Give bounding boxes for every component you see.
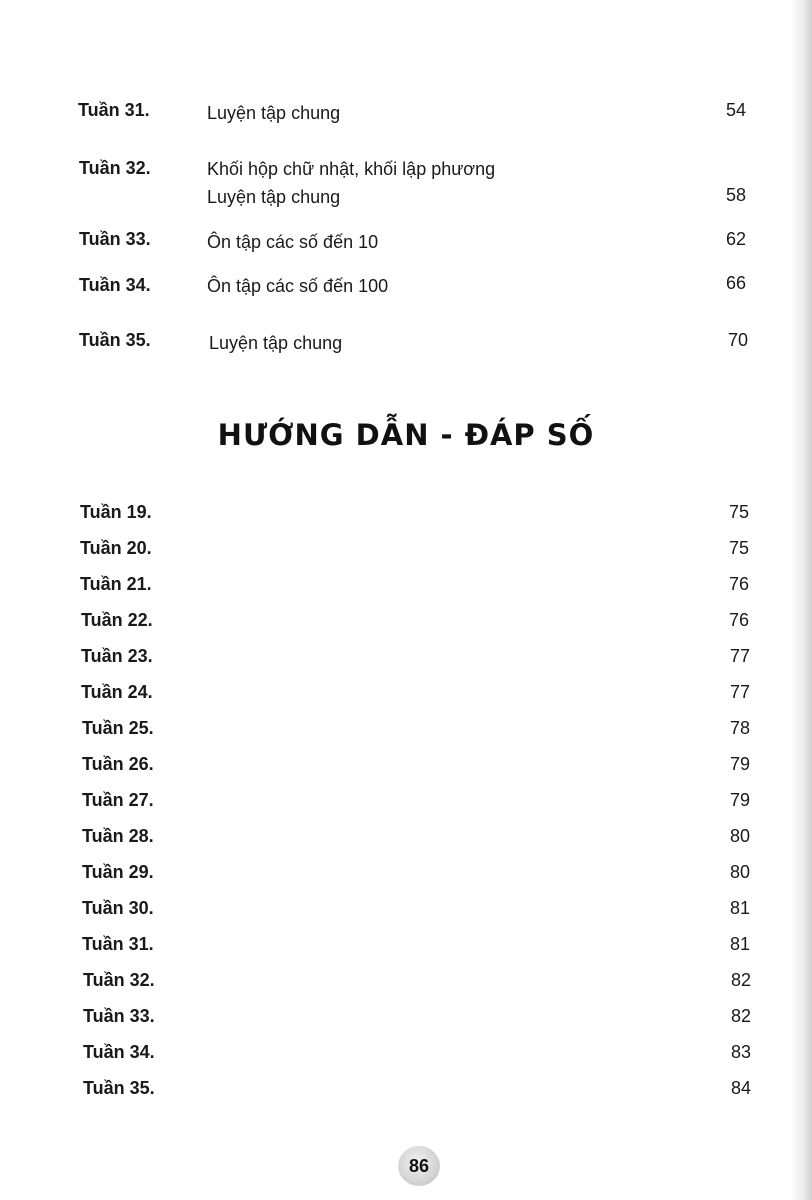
answer-page: 76 (728, 574, 749, 594)
toc-week: Tuần 31. (78, 100, 150, 120)
answer-page: 84 (730, 1078, 751, 1098)
toc-page: 62 (725, 229, 746, 249)
answer-page: 81 (729, 898, 750, 918)
toc-row (0, 229, 812, 257)
answer-week: Tuần 27. (82, 790, 154, 810)
answer-page: 82 (730, 1006, 751, 1026)
answer-week: Tuần 26. (82, 754, 154, 774)
answer-week: Tuần 28. (82, 826, 154, 846)
toc-row (0, 100, 812, 128)
answer-week: Tuần 31. (82, 934, 154, 954)
answer-row (0, 862, 812, 890)
toc-week: Tuần 35. (79, 330, 151, 350)
section-title: HƯỚNG DẪN - ĐÁP SỐ (217, 418, 595, 452)
answer-week: Tuần 24. (81, 682, 153, 702)
answer-row (0, 610, 812, 638)
toc-week: Tuần 32. (79, 158, 151, 178)
toc-topic: Ôn tập các số đến 100 (207, 276, 389, 296)
toc-page: 54 (725, 100, 746, 120)
answer-week: Tuần 35. (83, 1078, 155, 1098)
page-number-badge: 86 (398, 1146, 440, 1186)
answer-page: 77 (729, 682, 750, 702)
answer-week: Tuần 21. (80, 574, 152, 594)
answer-row (0, 970, 812, 998)
answer-page: 81 (729, 934, 750, 954)
answer-page: 79 (729, 754, 750, 774)
answer-row (0, 1042, 812, 1070)
answer-row (0, 898, 812, 926)
answer-page: 77 (729, 646, 750, 666)
answer-row (0, 574, 812, 602)
answer-week: Tuần 25. (82, 718, 154, 738)
answer-row (0, 646, 812, 674)
answer-row (0, 754, 812, 782)
answer-week: Tuần 29. (82, 862, 154, 882)
answer-row (0, 718, 812, 746)
answer-row (0, 934, 812, 962)
answer-page: 82 (730, 970, 751, 990)
answer-row (0, 790, 812, 818)
answer-page: 80 (729, 826, 750, 846)
toc-week: Tuần 34. (79, 275, 151, 295)
toc-topic: Luyện tập chung (209, 333, 343, 353)
toc-topic: Luyện tập chung (207, 187, 341, 207)
answer-page: 80 (729, 862, 750, 882)
answer-row (0, 1006, 812, 1034)
answer-row (0, 826, 812, 854)
toc-topic: Luyện tập chung (207, 103, 341, 123)
answer-page: 83 (730, 1042, 751, 1062)
toc-page: 58 (725, 185, 746, 205)
answer-week: Tuần 20. (80, 538, 152, 558)
answer-week: Tuần 19. (80, 502, 152, 522)
answer-page: 78 (729, 718, 750, 738)
answer-week: Tuần 34. (83, 1042, 155, 1062)
answer-row (0, 502, 812, 530)
answer-page: 75 (728, 502, 749, 522)
answer-page: 75 (728, 538, 749, 558)
answer-page: 76 (728, 610, 749, 630)
toc-topic: Ôn tập các số đến 10 (207, 232, 379, 252)
answer-week: Tuần 22. (81, 610, 153, 630)
answer-week: Tuần 30. (82, 898, 154, 918)
answer-week: Tuần 32. (83, 970, 155, 990)
toc-page: 70 (727, 330, 748, 350)
toc-topic: Khối hộp chữ nhật, khối lập phương (207, 159, 496, 179)
answer-row (0, 538, 812, 566)
answer-page: 79 (729, 790, 750, 810)
toc-page: 66 (725, 273, 746, 293)
toc-row (0, 330, 812, 358)
answer-week: Tuần 33. (83, 1006, 155, 1026)
toc-week: Tuần 33. (79, 229, 151, 249)
toc-row (0, 156, 812, 207)
answer-row (0, 682, 812, 710)
answer-week: Tuần 23. (81, 646, 153, 666)
toc-row (0, 273, 812, 301)
answer-row (0, 1078, 812, 1106)
